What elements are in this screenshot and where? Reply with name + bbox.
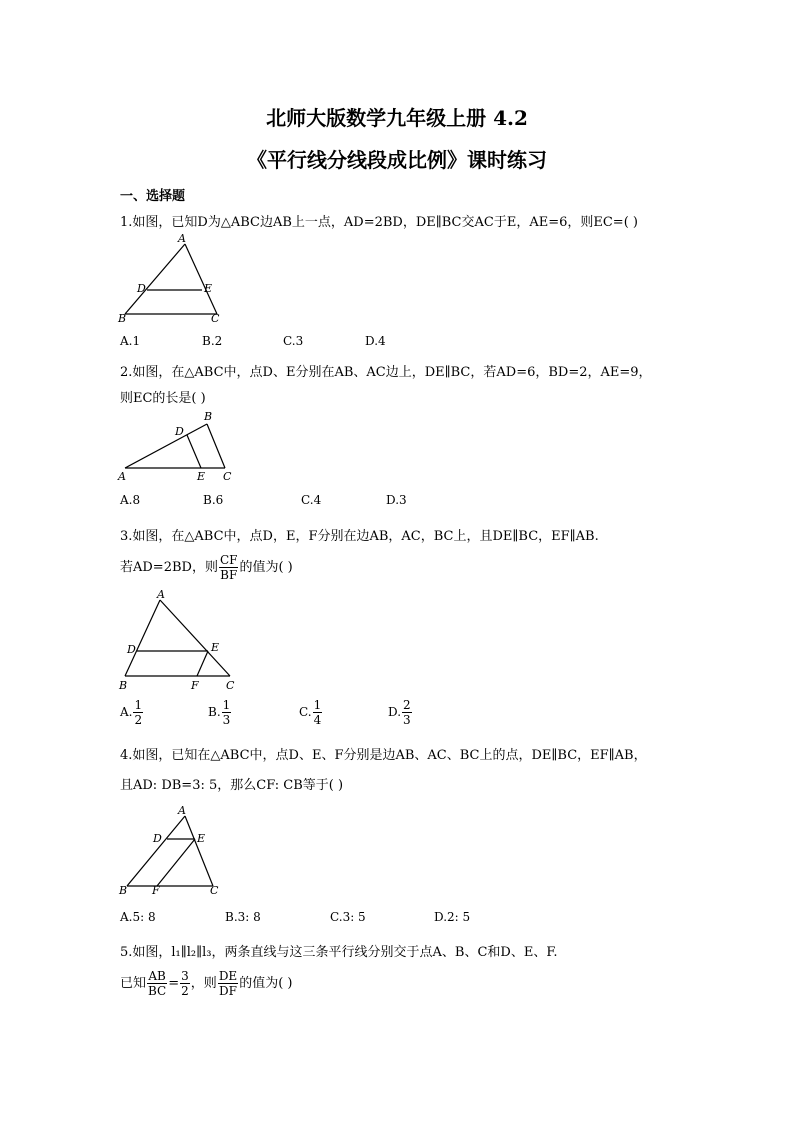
q1-side-ab	[125, 244, 185, 314]
q3-option-a-den: 2	[134, 713, 143, 727]
q2-side-bc	[207, 424, 225, 468]
q1-side-ac	[185, 244, 217, 314]
q5-f2-num: 3	[181, 969, 189, 983]
q4-label-d: D	[153, 832, 162, 845]
question-2-figure	[115, 408, 240, 486]
q4-segment-ef	[157, 839, 195, 886]
q4-side-ab	[127, 816, 185, 886]
q3-option-c-den: 4	[313, 713, 322, 727]
question-4-figure	[115, 802, 225, 897]
q2-label-e: E	[197, 470, 206, 483]
question-4-line-2: 且AD: DB=3: 5，那么CF: CB等于( )	[120, 778, 344, 793]
q3-side-ab	[125, 600, 160, 676]
q2-option-c[interactable]: C.4	[301, 493, 322, 507]
q3-suffix: 的值为( )	[239, 560, 293, 575]
q3-frac-den: BF	[220, 568, 238, 582]
q3-option-d-num: 2	[403, 698, 411, 712]
q3-option-a-letter: A.	[120, 705, 133, 719]
q3-option-c[interactable]	[299, 698, 323, 727]
q5-f1-den: BC	[148, 984, 167, 998]
q3-label-e: E	[211, 641, 220, 654]
question-4-line-1: 4.如图，已知在△ABC中，点D、E、F分别是边AB、AC、BC上的点，DE∥BC，EF∥AB，	[120, 748, 647, 763]
question-5-line-2	[120, 968, 292, 1000]
q2-label-b: B	[204, 410, 213, 423]
q5-middle: ，则	[190, 976, 217, 991]
q3-frac-num: CF	[219, 553, 238, 567]
q5-fraction-de-df	[218, 969, 238, 998]
q2-label-d: D	[175, 425, 184, 438]
question-1-text: 1.如图，已知D为△ABC边AB上一点，AD=2BD，DE∥BC交AC于E，AE=6，则EC=( )	[120, 215, 638, 230]
q2-label-a: A	[118, 470, 126, 483]
q3-option-b-den: 3	[222, 713, 231, 727]
q2-option-b[interactable]: B.6	[203, 493, 224, 507]
q4-label-c: C	[210, 884, 219, 897]
q4-option-b[interactable]: B.3: 8	[225, 910, 261, 924]
q5-f1-num: AB	[148, 969, 166, 983]
q3-option-d-den: 3	[403, 713, 411, 727]
q1-label-a: A	[178, 232, 186, 245]
title-line-1: 北师大版数学九年级上册 4.2	[266, 106, 528, 130]
q4-side-ac	[185, 816, 213, 886]
q3-label-d: D	[127, 643, 136, 656]
q2-option-a[interactable]: A.8	[120, 493, 141, 507]
q5-f2-den: 2	[181, 984, 189, 998]
question-1-figure	[115, 232, 235, 327]
q5-fraction-3-2	[180, 969, 190, 998]
question-3-figure	[115, 590, 240, 692]
q3-option-d[interactable]	[388, 698, 413, 727]
q4-option-c[interactable]: C.3: 5	[330, 910, 366, 924]
q3-segment-ef	[197, 651, 208, 676]
q3-option-c-letter: C.	[299, 705, 312, 719]
q5-fraction-ab-bc	[147, 969, 167, 998]
question-2-line-1: 2.如图，在△ABC中，点D、E分别在AB、AC边上，DE∥BC，若AD=6，BD=2，AE=9，	[120, 365, 652, 380]
q1-label-e: E	[204, 282, 213, 295]
q3-option-d-letter: D.	[388, 705, 402, 719]
q3-fraction-cf-bf	[219, 553, 239, 582]
q1-label-c: C	[211, 312, 220, 325]
q1-option-a[interactable]: A.1	[120, 334, 141, 348]
q5-f3-den: DF	[219, 984, 237, 998]
q3-option-a[interactable]	[120, 698, 144, 727]
section-heading: 一、选择题	[120, 189, 186, 204]
q3-side-ac	[160, 600, 230, 676]
q2-side-ab	[125, 424, 207, 468]
q4-option-a[interactable]: A.5: 8	[120, 910, 156, 924]
q5-suffix: 的值为( )	[239, 976, 293, 991]
question-5-line-1: 5.如图，l₁∥l₂∥l₃，两条直线与这三条平行线分别交于点A、B、C和D、E、F.	[120, 945, 558, 960]
q3-label-c: C	[226, 679, 235, 692]
q4-label-b: B	[119, 884, 128, 897]
q2-segment-de	[187, 435, 201, 468]
q3-label-a: A	[157, 588, 165, 601]
q3-option-a-num: 1	[134, 698, 143, 712]
q3-option-b-num: 1	[222, 698, 231, 712]
q3-option-b[interactable]	[208, 698, 232, 727]
q2-option-d[interactable]: D.3	[386, 493, 407, 507]
question-3-line-2	[120, 553, 293, 582]
q3-label-b: B	[119, 679, 128, 692]
q4-option-d[interactable]: D.2: 5	[434, 910, 471, 924]
q4-label-e: E	[197, 832, 206, 845]
title-line-2: 《平行线分线段成比例》课时练习	[247, 148, 547, 172]
q1-option-b[interactable]: B.2	[202, 334, 223, 348]
q4-label-a: A	[178, 804, 186, 817]
q3-label-f: F	[191, 679, 199, 692]
q1-label-d: D	[137, 282, 146, 295]
q3-prefix: 若AD=2BD，则	[120, 560, 218, 575]
q1-option-d[interactable]: D.4	[365, 334, 386, 348]
q5-equals: =	[168, 976, 180, 991]
q2-label-c: C	[223, 470, 232, 483]
q5-prefix: 已知	[120, 976, 147, 991]
question-2-line-2: 则EC的长是( )	[120, 391, 206, 406]
q5-f3-num: DE	[218, 969, 238, 983]
q3-option-b-letter: B.	[208, 705, 221, 719]
q1-option-c[interactable]: C.3	[283, 334, 304, 348]
question-3-line-1: 3.如图，在△ABC中，点D，E，F分别在边AB，AC，BC上，且DE∥BC，EF∥AB.	[120, 529, 599, 544]
q1-label-b: B	[118, 312, 127, 325]
q4-label-f: F	[152, 884, 160, 897]
q3-option-c-num: 1	[313, 698, 322, 712]
